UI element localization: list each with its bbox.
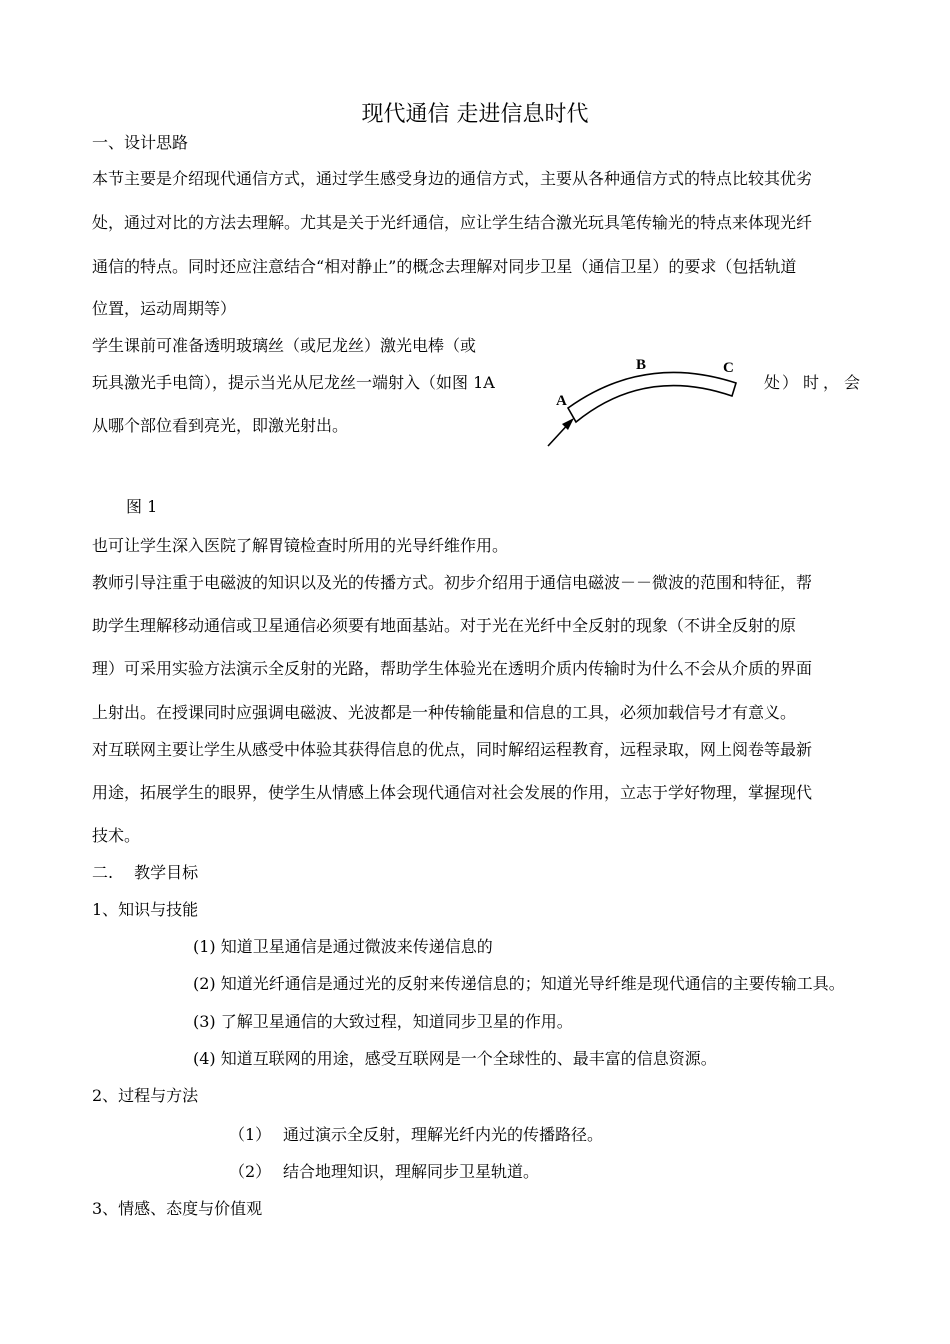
- figure-label-a: A: [556, 393, 567, 409]
- list-item: 结合地理知识，理解同步卫星轨道。: [283, 1162, 540, 1181]
- paragraph-line: 本节主要是介绍现代通信方式，通过学生感受身边的通信方式，主要从各种通信方式的特点比较其优劣: [92, 169, 813, 188]
- paragraph-line: 对互联网主要让学生从感受中体验其获得信息的优点，同时解绍运程教育，远程录取，网上阅卷等最新: [92, 740, 813, 759]
- paragraph-line: 从哪个部位看到亮光，即激光射出。: [92, 416, 349, 435]
- paragraph-line: 助学生理解移动通信或卫星通信必须要有地面基站。对于光在光纤中全反射的现象（不讲全反射的原: [92, 616, 797, 635]
- figure-1-optical-fiber: [540, 348, 760, 456]
- list-item-number: （2）: [229, 1162, 272, 1181]
- paragraph-line: 也可让学生深入医院了解胃镜检查时所用的光导纤维作用。: [92, 536, 509, 555]
- list-item: (2) 知道光纤通信是通过光的反射来传递信息的；知道光导纤维是现代通信的主要传输工具。: [193, 974, 845, 993]
- list-item: (3) 了解卫星通信的大致过程，知道同步卫星的作用。: [193, 1012, 573, 1031]
- paragraph-fragment: ）: [782, 373, 799, 392]
- section-heading-design: 一、设计思路: [92, 133, 189, 152]
- figure-caption: 图 1: [126, 497, 158, 516]
- paragraph-line: 处，通过对比的方法去理解。尤其是关于光纤通信，应让学生结合激光玩具笔传输光的特点来体现光纤: [92, 213, 813, 232]
- paragraph-line: 用途，拓展学生的眼界，使学生从情感上体会现代通信对社会发展的作用，立志于学好物理，掌握现代: [92, 783, 813, 802]
- paragraph-line: 通信的特点。同时还应注意结合“相对静止”的概念去理解对同步卫星（通信卫星）的要求（包括轨道: [92, 257, 797, 276]
- subsection-heading-values: 3、情感、态度与价值观: [92, 1199, 263, 1218]
- figure-label-b: B: [636, 357, 647, 373]
- paragraph-line: 理）可采用实验方法演示全反射的光路，帮助学生体验光在透明介质内传输时为什么不会从介质的界面: [92, 659, 813, 678]
- list-item: (4) 知道互联网的用途，感受互联网是一个全球性的、最丰富的信息资源。: [193, 1049, 717, 1068]
- subsection-heading-process: 2、过程与方法: [92, 1086, 199, 1105]
- optical-fiber-diagram: [540, 348, 760, 456]
- paragraph-fragment: ，: [823, 373, 840, 392]
- paragraph-fragment: 时: [803, 373, 820, 392]
- paragraph-line: 教师引导注重于电磁波的知识以及光的传播方式。初步介绍用于通信电磁波－－微波的范围和特征，帮: [92, 573, 813, 592]
- section-heading-goals: 二. 教学目标: [92, 863, 199, 882]
- list-item-number: （1）: [229, 1125, 272, 1144]
- list-item: 通过演示全反射，理解光纤内光的传播路径。: [283, 1125, 604, 1144]
- paragraph-line: 上射出。在授课同时应强调电磁波、光波都是一种传输能量和信息的工具，必须加载信号才有意义。: [92, 703, 797, 722]
- paragraph-fragment: 会: [844, 373, 861, 392]
- paragraph-fragment: 处: [764, 373, 781, 392]
- figure-label-c: C: [723, 360, 734, 376]
- fiber-bend-shape: [568, 372, 736, 422]
- paragraph-line: 技术。: [92, 826, 141, 845]
- paragraph-line: 位置，运动周期等）: [92, 299, 237, 318]
- paragraph-line: 玩具激光手电筒），提示当光从尼龙丝一端射入（如图 1A: [92, 373, 495, 392]
- paragraph-line: 学生课前可准备透明玻璃丝（或尼龙丝）激光电棒（或: [92, 336, 477, 355]
- subsection-heading-knowledge: 1、知识与技能: [92, 900, 199, 919]
- document-title: 现代通信 走进信息时代: [361, 102, 589, 127]
- list-item: (1) 知道卫星通信是通过微波来传递信息的: [193, 937, 493, 956]
